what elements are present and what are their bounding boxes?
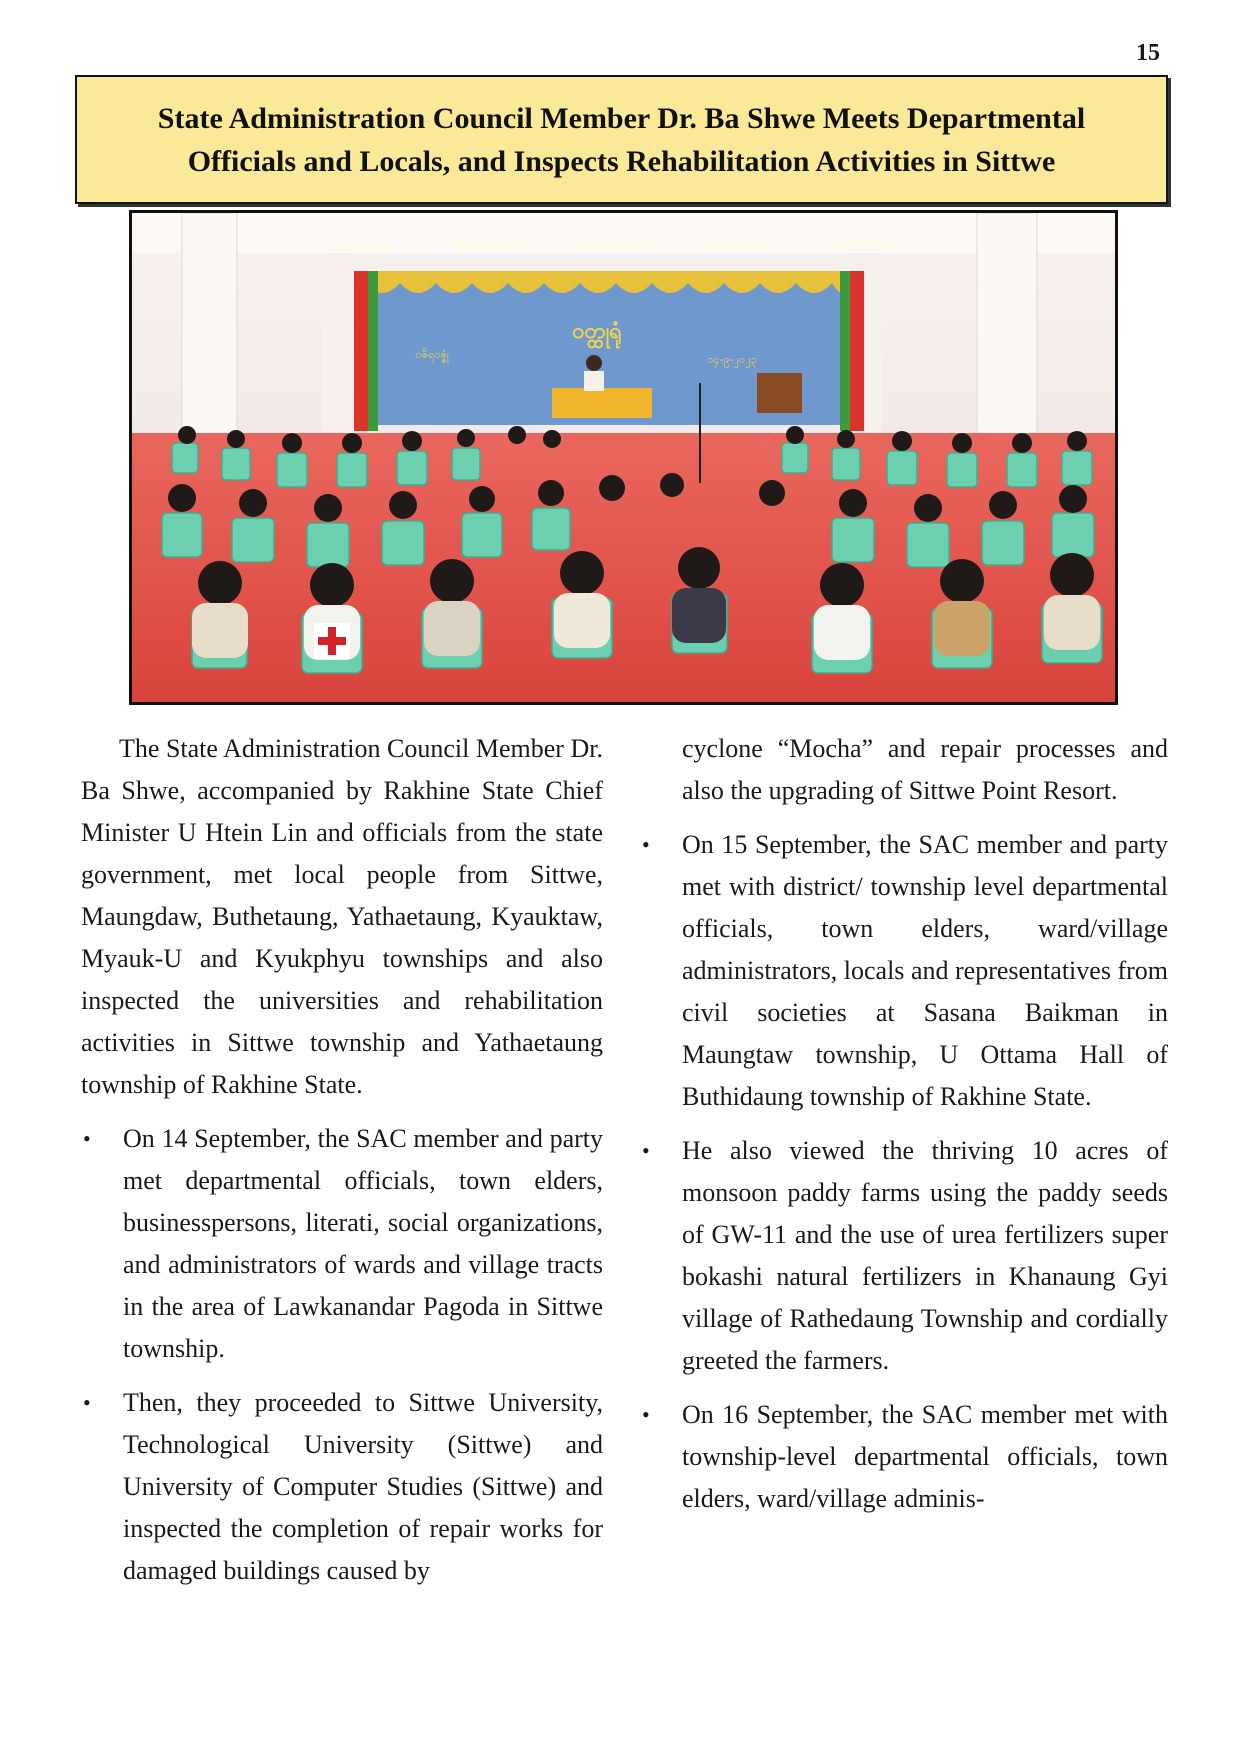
bullet-list-right xyxy=(640,824,1168,1520)
bullet-list-left xyxy=(81,1118,603,1592)
headline: State Administration Council Member Dr. Ba Shwe Meets Departmental Officials and Locals, and Inspects Rehabilitation Activities in Sittwe xyxy=(157,101,1086,178)
bullet-icon: • xyxy=(83,1126,91,1151)
headline-box xyxy=(75,75,1168,204)
list-item xyxy=(640,1130,1168,1382)
meeting-hall-illustration xyxy=(132,213,1115,702)
list-item-text: On 16 September, the SAC member met with township-level departmental officials, town elders, ward/village adminis- xyxy=(682,1400,1168,1513)
banner-small-left: ဝဇိရဝဇ္ဇုံ xyxy=(415,348,449,361)
bullet-icon: • xyxy=(642,832,650,857)
list-item xyxy=(81,1382,603,1592)
continued-paragraph: cyclone “Mocha” and repair processes and also the upgrading of Sittwe Point Resort. xyxy=(682,734,1168,805)
list-item-text: On 15 September, the SAC member and party met with district/ township level departmental officials, town elders, ward/village administrators, locals and representatives from civil societies at Sasana Baikman in Maungtaw township, U Ottama Hall of Buthidaung township of Rakhine State. xyxy=(682,830,1168,1111)
banner-text: ဝတ္ထုရုံ xyxy=(572,319,622,344)
list-item-text: Then, they proceeded to Sittwe University, Technological University (Sittwe) and University of Computer Studies (Sittwe) and inspected the completion of repair works for damaged buildings caused by xyxy=(123,1388,603,1585)
left-column xyxy=(81,728,603,1604)
right-column xyxy=(640,728,1168,1532)
bullet-icon: • xyxy=(83,1390,91,1415)
bullet-icon: • xyxy=(642,1402,650,1427)
list-item xyxy=(640,1394,1168,1520)
list-item-text: On 14 September, the SAC member and party met departmental officials, town elders, businesspersons, literati, social organizations, and administrators of wards and village tracts in the area of Lawkanandar Pagoda in Sittwe township. xyxy=(123,1124,603,1363)
meeting-photo xyxy=(129,210,1118,705)
banner-small-right: ၁၄-၉-၂၀၂၃ xyxy=(707,353,757,366)
list-item xyxy=(81,1118,603,1370)
list-item-text: He also viewed the thriving 10 acres of monsoon paddy farms using the paddy seeds of GW-11 and the use of urea fertilizers super bokashi natural fertilizers in Khanaung Gyi village of Rathedaung Township and cordially greeted the farmers. xyxy=(682,1136,1168,1375)
bullet-icon: • xyxy=(642,1138,650,1163)
page-number: 15 xyxy=(1136,40,1160,66)
intro-paragraph: The State Administration Council Member Dr. Ba Shwe, accompanied by Rakhine State Chief Minister U Htein Lin and officials from the state government, met local people from Sittwe, Maungdaw, Buthetaung, Yathaetaung, Kyauktaw, Myauk-U and Kyukphyu townships and also inspected the universities and rehabilitation activities in Sittwe township and Yathaetaung township of Rakhine State. xyxy=(81,734,603,1099)
list-item xyxy=(640,824,1168,1118)
